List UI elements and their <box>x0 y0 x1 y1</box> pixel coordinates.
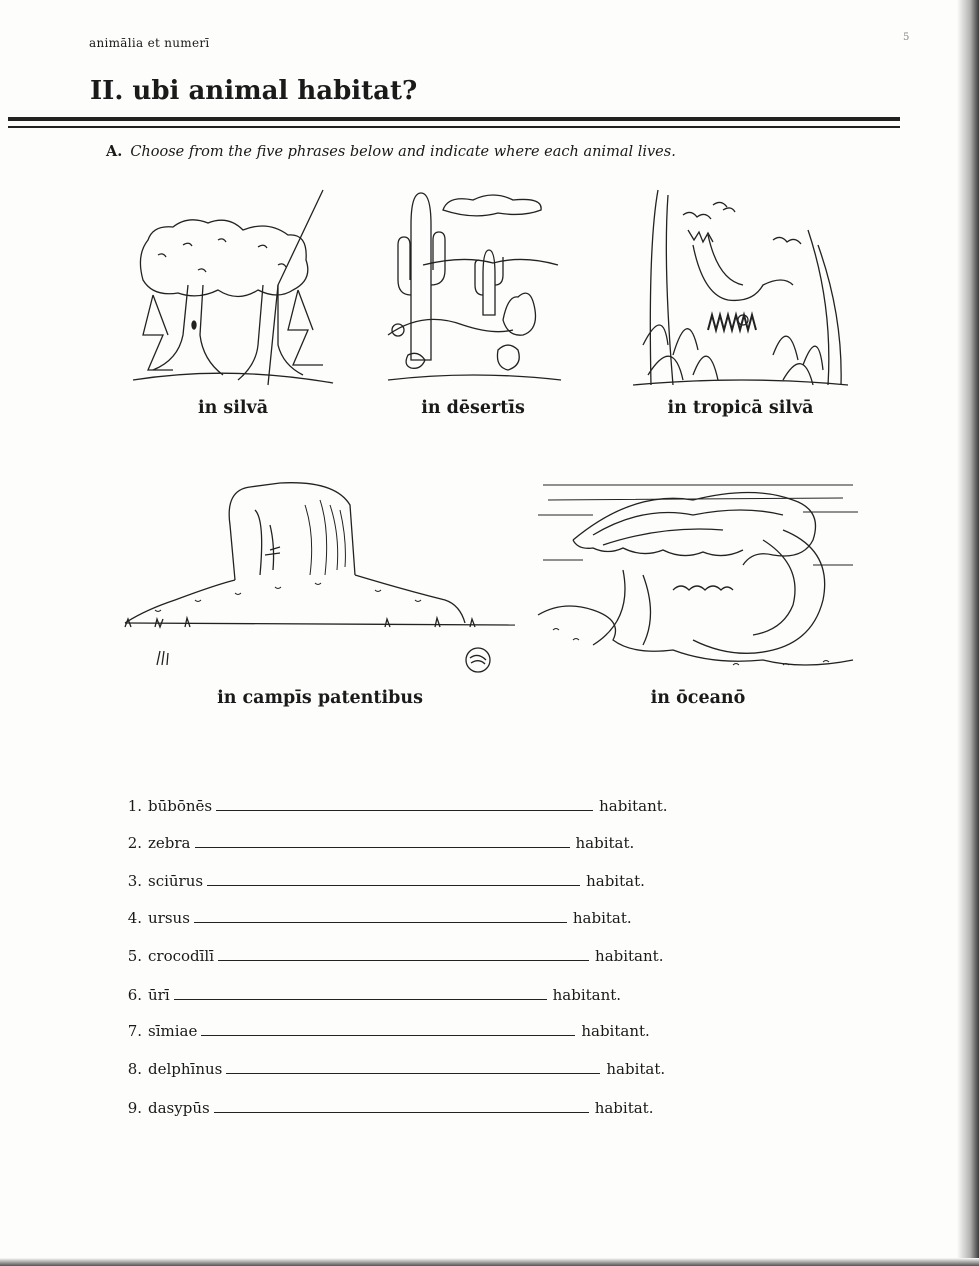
list-item <box>116 833 634 852</box>
answer-blank[interactable] <box>194 908 567 923</box>
list-item <box>116 1059 665 1078</box>
list-item <box>116 1098 653 1117</box>
answer-blank[interactable] <box>214 1098 589 1113</box>
ocean-illustration <box>533 470 863 680</box>
item-verb: habitat. <box>575 834 635 852</box>
item-animal: delphīnus <box>148 1060 223 1078</box>
title-rule-thin <box>8 126 900 128</box>
item-number: 8. <box>127 1060 142 1078</box>
answer-blank[interactable] <box>201 1021 575 1036</box>
instruction-letter: A. <box>106 143 123 160</box>
item-number: 3. <box>127 872 142 890</box>
item-verb: habitant. <box>599 797 668 815</box>
item-number: 6. <box>127 986 142 1004</box>
item-verb: habitant. <box>581 1022 650 1040</box>
answer-blank[interactable] <box>195 833 570 848</box>
page-edge-shadow <box>957 0 979 1266</box>
answer-blank[interactable] <box>218 946 589 961</box>
list-item <box>116 908 632 927</box>
plains-illustration <box>115 475 525 680</box>
item-verb: habitat. <box>586 872 645 890</box>
item-number: 4. <box>127 909 142 927</box>
forest-illustration <box>128 185 338 395</box>
item-verb: habitat. <box>594 1099 654 1117</box>
item-verb: habitant. <box>552 986 622 1004</box>
title-rule-thick <box>8 117 900 121</box>
item-animal: crocodīlī <box>148 947 215 965</box>
habitat-label-ocean: in ōceanō <box>650 688 746 708</box>
desert-illustration <box>383 185 563 385</box>
list-item <box>116 1021 650 1040</box>
habitat-label-forest: in silvā <box>197 398 269 418</box>
item-verb: habitat. <box>606 1060 666 1078</box>
instruction-text: Choose from the five phrases below and indicate where each animal lives. <box>130 144 676 160</box>
list-item <box>116 796 668 815</box>
item-animal: ūrī <box>148 986 170 1004</box>
item-number: 7. <box>127 1022 142 1040</box>
habitat-label-desert: in dēsertīs <box>421 398 525 418</box>
item-number: 5. <box>127 947 142 965</box>
item-animal: dasypūs <box>148 1099 210 1117</box>
list-item <box>116 985 621 1004</box>
section-title: II. ubi animal habitat? <box>90 76 418 106</box>
page-number: 5 <box>903 32 910 43</box>
item-number: 9. <box>127 1099 142 1117</box>
item-verb: habitant. <box>595 947 664 965</box>
item-animal: sīmiae <box>148 1022 198 1040</box>
item-animal: ursus <box>148 909 190 927</box>
habitat-label-rainforest: in tropicā silvā <box>667 398 814 418</box>
list-item <box>116 871 645 890</box>
instruction <box>106 143 676 160</box>
item-animal: sciūrus <box>148 872 204 890</box>
answer-blank[interactable] <box>174 985 547 1000</box>
answer-blank[interactable] <box>226 1059 600 1074</box>
item-number: 1. <box>127 797 142 815</box>
item-number: 2. <box>127 834 142 852</box>
answer-blank[interactable] <box>216 796 593 811</box>
item-verb: habitat. <box>572 909 632 927</box>
list-item <box>116 946 663 965</box>
habitat-label-plains: in campīs patentibus <box>217 688 423 708</box>
item-animal: būbōnēs <box>148 797 213 815</box>
answer-blank[interactable] <box>207 871 580 886</box>
rainforest-illustration <box>633 185 848 390</box>
item-animal: zebra <box>148 834 191 852</box>
page-bottom-edge <box>0 1258 979 1266</box>
running-head: animālia et numerī <box>89 36 210 50</box>
